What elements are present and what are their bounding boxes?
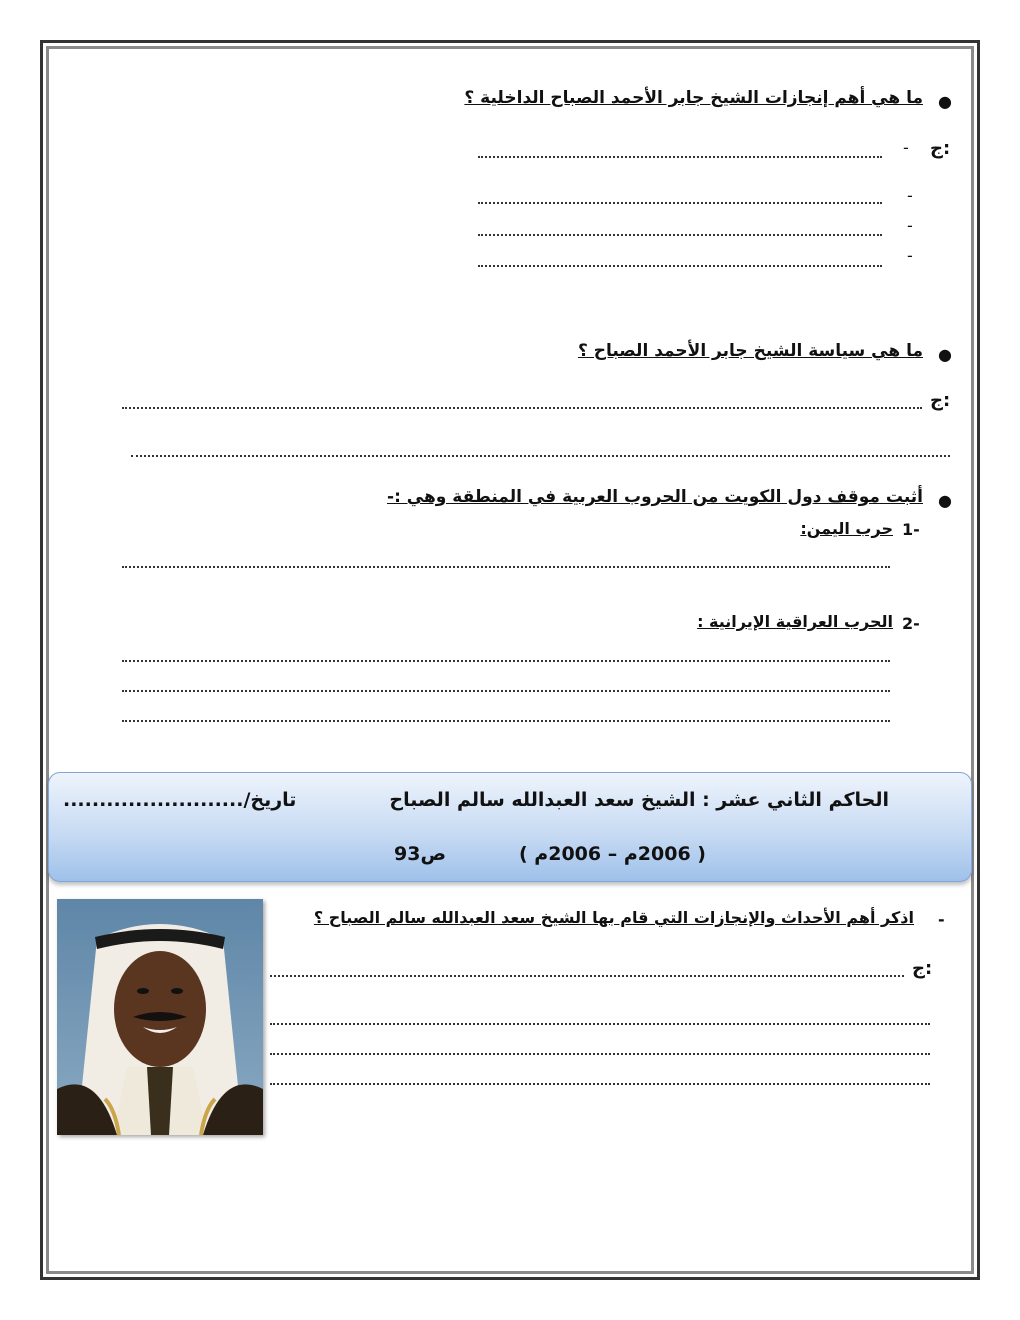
- answer-line[interactable]: [478, 265, 882, 267]
- answer-line[interactable]: [270, 1053, 930, 1055]
- answer-line[interactable]: [478, 156, 882, 158]
- portrait-image: [57, 899, 263, 1135]
- answer-label-4: ج:: [912, 958, 933, 979]
- question-3: أثبت موقف دول الكويت من الحروب العربية في المنطقة وهي :-: [387, 487, 923, 507]
- answer-dash: -: [907, 186, 913, 205]
- bullet-icon: ●: [938, 491, 952, 510]
- answer-line[interactable]: [270, 1023, 930, 1025]
- answer-line[interactable]: [478, 234, 882, 236]
- banner-years: ( 2006م – 2006م ): [519, 843, 706, 865]
- answer-line[interactable]: [122, 566, 890, 568]
- answer-line[interactable]: [270, 975, 904, 977]
- item-label-yemen: حرب اليمن:: [800, 519, 893, 538]
- bullet-icon: ●: [938, 92, 952, 111]
- answer-dash: -: [903, 138, 909, 157]
- banner-title: الحاكم الثاني عشر : الشيخ سعد العبدالله سالم الصباح: [389, 789, 889, 811]
- question-1: ما هي أهم إنجازات الشيخ جابر الأحمد الصباح الداخلية ؟: [464, 88, 923, 108]
- item-label-iran-iraq: الحرب العراقية الإيرانية :: [697, 612, 893, 631]
- answer-line[interactable]: [131, 455, 950, 457]
- answer-line[interactable]: [478, 202, 882, 204]
- banner-date: تاريخ/.........................: [63, 789, 297, 811]
- answer-line[interactable]: [122, 660, 890, 662]
- ruler-banner: [48, 772, 972, 882]
- item-number: 2-: [902, 614, 920, 633]
- answer-label-2: ج:: [930, 390, 951, 411]
- question-dash: -: [938, 910, 945, 929]
- bullet-icon: ●: [938, 345, 952, 364]
- answer-line[interactable]: [122, 407, 922, 409]
- item-number: 1-: [902, 520, 920, 539]
- question-2: ما هي سياسة الشيخ جابر الأحمد الصباح ؟: [577, 341, 923, 361]
- answer-label-1: ج:: [930, 138, 951, 159]
- answer-dash: -: [907, 216, 913, 235]
- answer-line[interactable]: [122, 720, 890, 722]
- answer-dash: -: [907, 246, 913, 265]
- question-4: اذكر أهم الأحداث والإنجازات التي قام بها الشيخ سعد العبدالله سالم الصباح ؟: [313, 908, 914, 927]
- answer-line[interactable]: [122, 690, 890, 692]
- answer-line[interactable]: [270, 1083, 930, 1085]
- banner-page-ref: ص93: [394, 843, 447, 865]
